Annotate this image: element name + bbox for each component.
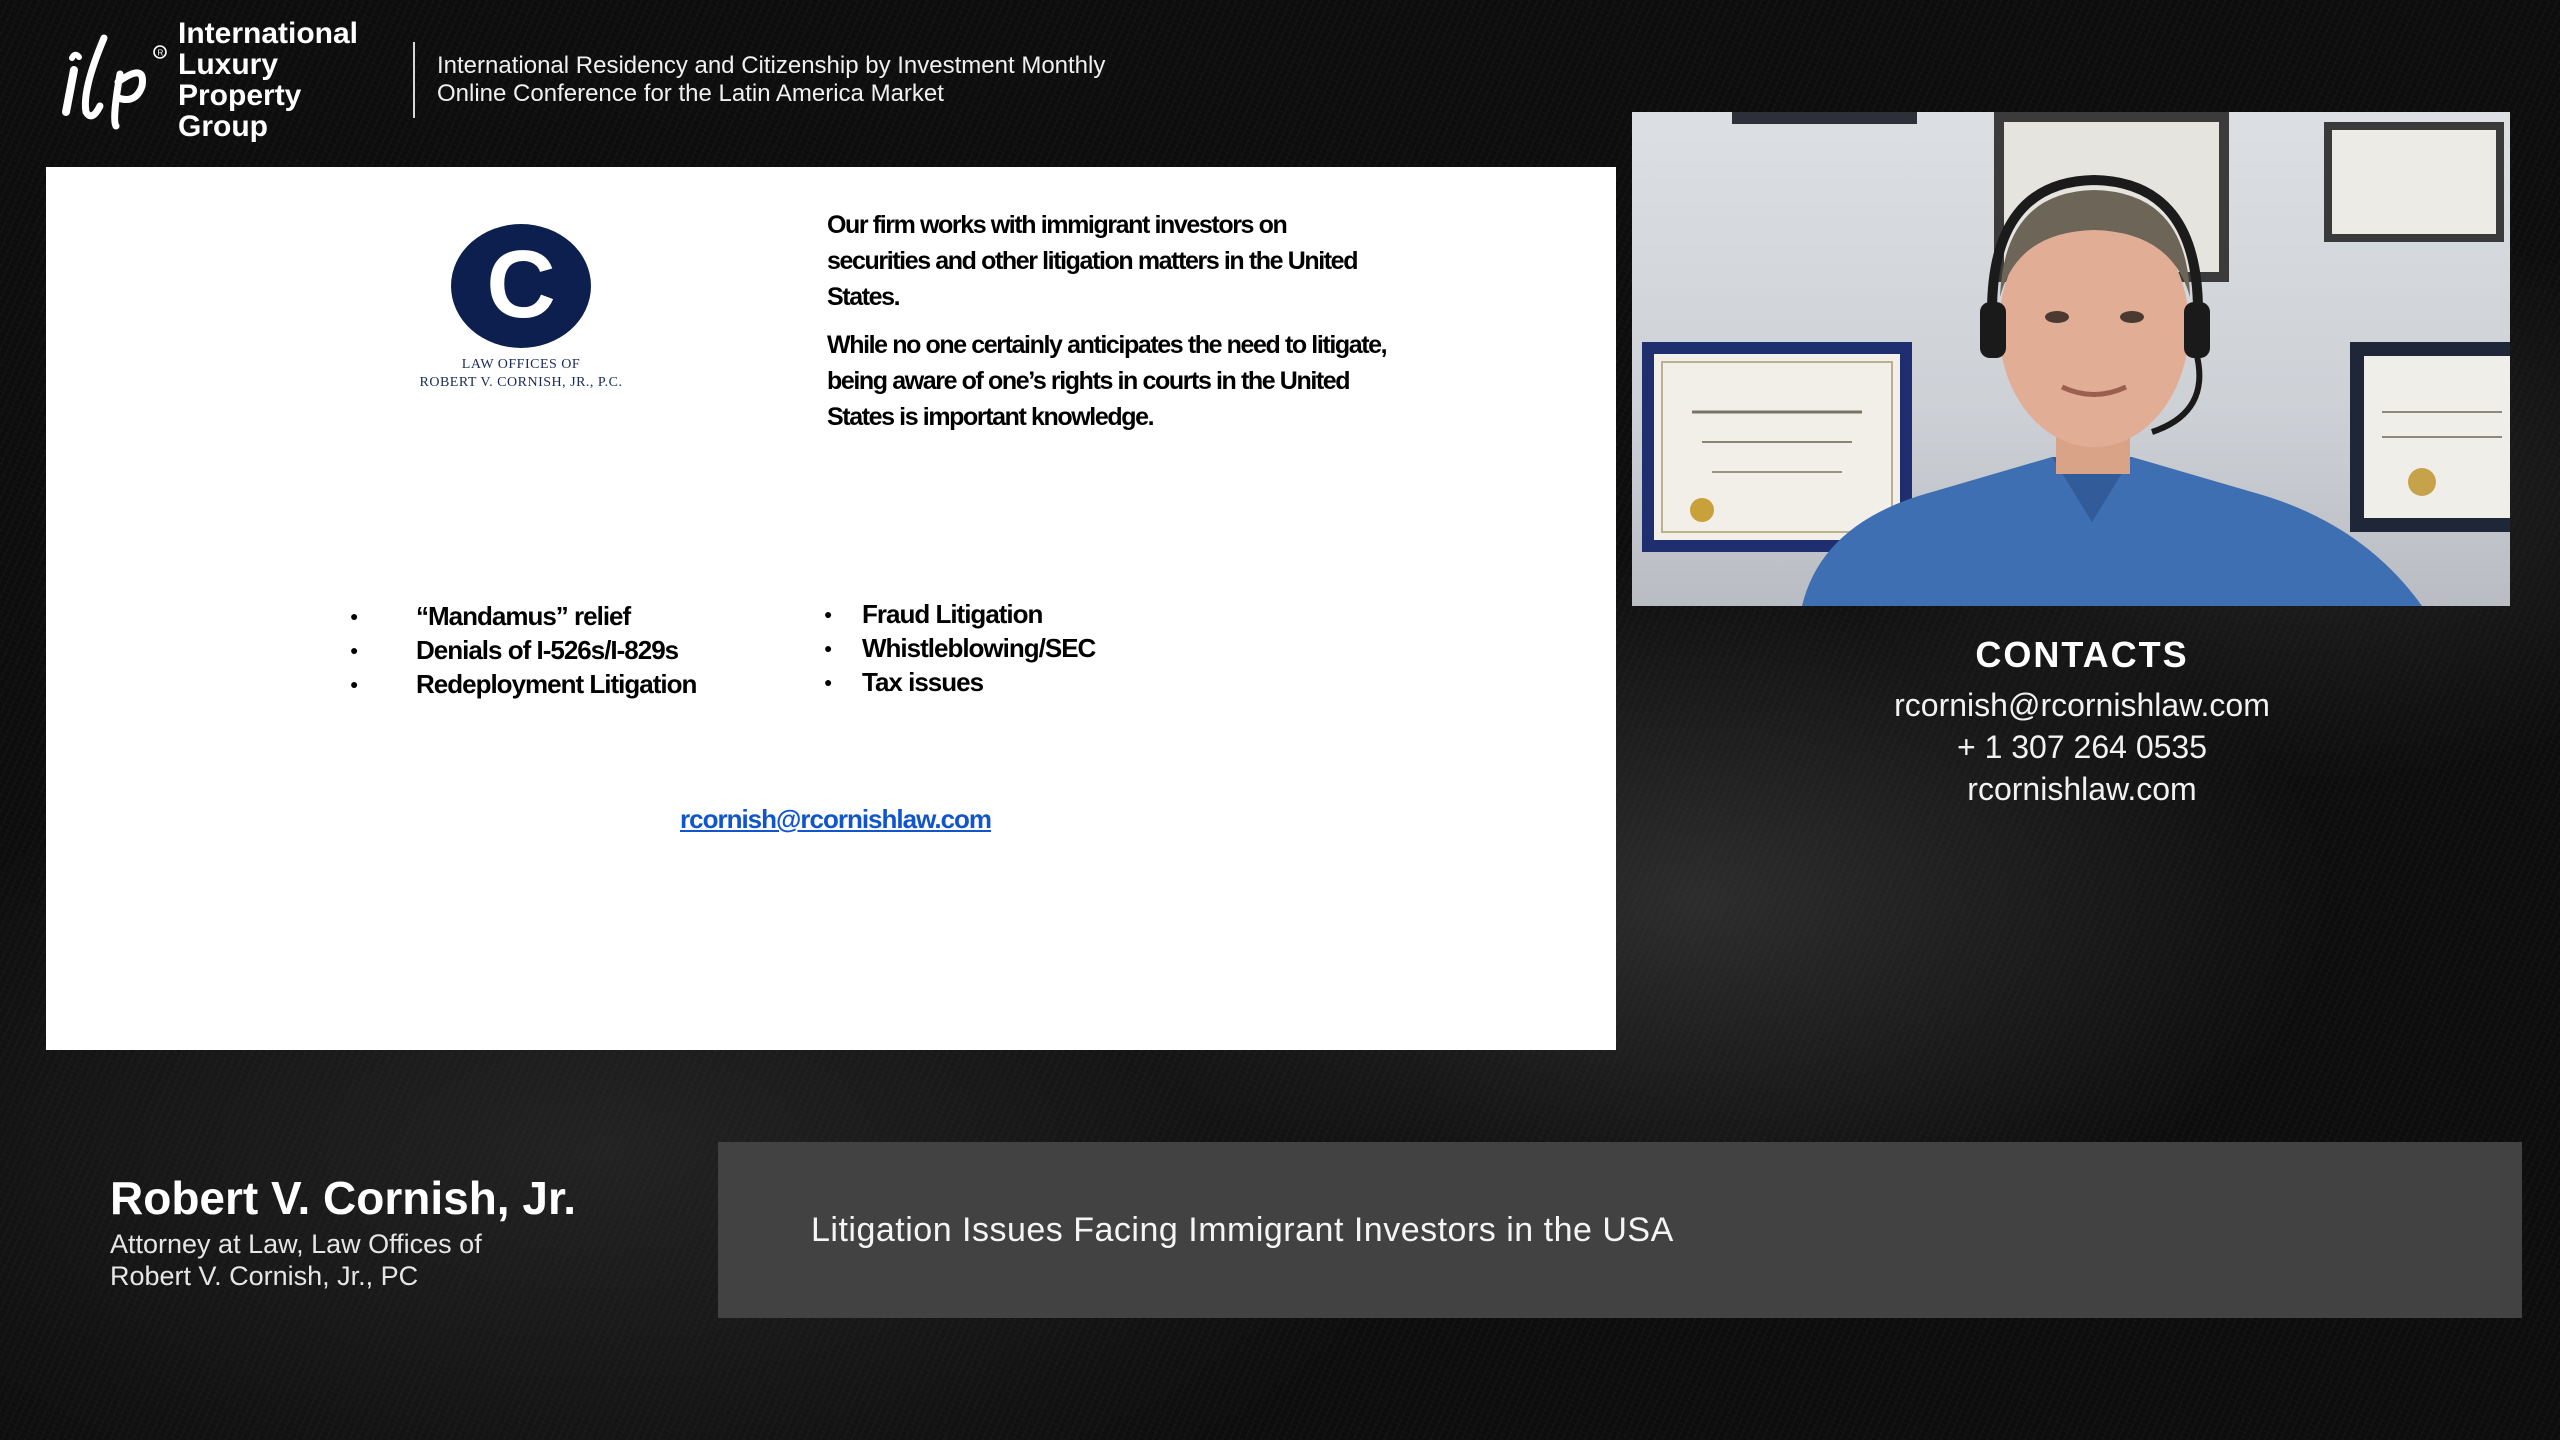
contacts-panel (1632, 630, 2532, 810)
conference-title (437, 52, 1105, 108)
list-item: ● Denials of I-526s/I-829s (416, 633, 696, 667)
ilp-logo-icon (60, 30, 170, 130)
brand-line: International (178, 17, 359, 50)
contact-phone: + 1 307 264 0535 (1956, 729, 2207, 765)
speaker-name: Robert V. Cornish, Jr. (110, 1172, 577, 1224)
firm-logo (356, 222, 686, 392)
brand-line: Luxury Property (178, 48, 302, 112)
speaker-info (110, 1170, 576, 1292)
slide-paragraph-rights: While no one certainly anticipates the need to litigate, being aware of one’s rights in courts in the United States is important knowledge. (827, 331, 1387, 431)
firm-logo-letter: C (486, 231, 556, 338)
services-list-right (862, 597, 1095, 699)
speaker-title-line: Robert V. Cornish, Jr., PC (110, 1261, 419, 1291)
contact-email[interactable]: rcornish@rcornishlaw.com (1894, 687, 2270, 723)
presentation-slide (46, 167, 1616, 1050)
list-item: ● Fraud Litigation (862, 597, 1095, 631)
list-item: ● Tax issues (862, 665, 1095, 699)
list-item: ● Whistleblowing/SEC (862, 631, 1095, 665)
talk-title: Litigation Issues Facing Immigrant Investors in the USA (811, 1211, 1674, 1249)
speaker-title (110, 1228, 576, 1292)
firm-name-line: ROBERT V. CORNISH, JR., P.C. (419, 375, 623, 390)
brand-name (178, 18, 393, 142)
brand-line: Group (178, 110, 268, 143)
svg-text:R: R (157, 48, 164, 58)
slide-email-link[interactable]: rcornish@rcornishlaw.com (680, 804, 992, 834)
list-item: ● “Mandamus” relief (416, 599, 696, 633)
talk-title-bar (718, 1142, 2522, 1318)
contacts-heading: CONTACTS (1975, 634, 2189, 675)
conference-title-line: Online Conference for the Latin America Market (437, 80, 944, 107)
conference-title-line: International Residency and Citizenship by Investment Monthly (437, 52, 1106, 79)
speaker-video (1632, 112, 2510, 606)
firm-name-line: LAW OFFICES OF (461, 357, 581, 372)
slide-paragraph-firm: Our firm works with immigrant investors on securities and other litigation matters in the United States. (827, 211, 1358, 311)
speaker-title-line: Attorney at Law, Law Offices of (110, 1229, 482, 1259)
contact-website[interactable]: rcornishlaw.com (1967, 771, 2197, 807)
header-divider (413, 42, 415, 118)
firm-name (356, 356, 686, 392)
list-item: ● Redeployment Litigation (416, 667, 696, 701)
services-list-left (416, 599, 696, 701)
speaker-video-frame (1632, 112, 2510, 606)
conference-header (60, 17, 1106, 143)
firm-c-logo-icon (449, 222, 593, 350)
